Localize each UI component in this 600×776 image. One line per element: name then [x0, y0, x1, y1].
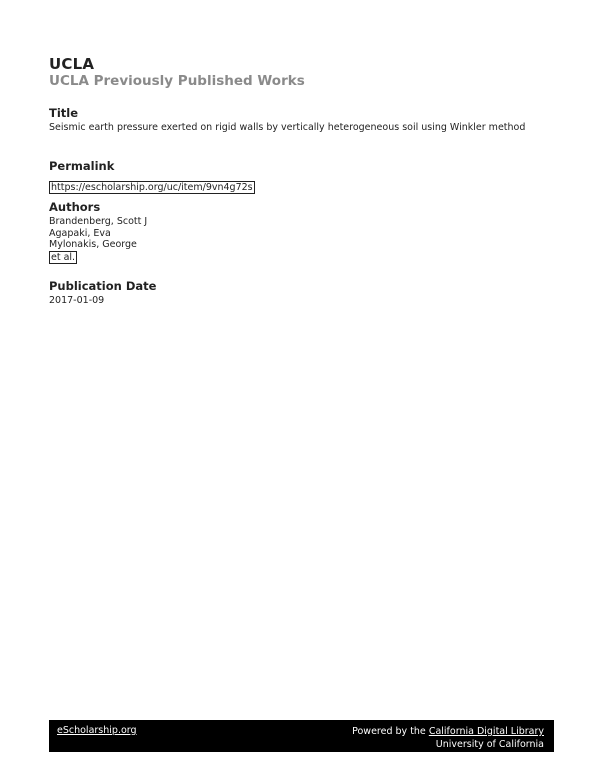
- title-section: [49, 106, 554, 134]
- university-name: University of California: [435, 739, 544, 750]
- footer-credits: [352, 725, 544, 751]
- powered-by-text: Powered by the: [352, 726, 429, 737]
- cdl-link[interactable]: California Digital Library: [428, 726, 544, 737]
- publication-date-section: [49, 279, 554, 307]
- series-name: UCLA Previously Published Works: [49, 73, 305, 89]
- publication-date-heading: Publication Date: [49, 279, 157, 293]
- authors-heading: Authors: [49, 200, 101, 214]
- permalink-link[interactable]: https://escholarship.org/uc/item/9vn4g72s: [51, 182, 253, 193]
- publication-date: 2017-01-09: [49, 295, 105, 306]
- permalink-section: [49, 159, 554, 194]
- title-heading: Title: [49, 106, 79, 120]
- paper-title: Seismic earth pressure exerted on rigid walls by vertically heterogeneous soil using Winkler method: [49, 122, 526, 133]
- author-name: Brandenberg, Scott J: [49, 216, 148, 227]
- et-al-link[interactable]: et al.: [51, 251, 76, 263]
- author-name: Agapaki, Eva: [49, 227, 111, 239]
- permalink-heading: Permalink: [49, 159, 115, 173]
- author-name: Mylonakis, George: [49, 239, 137, 250]
- institution-name: UCLA: [49, 55, 95, 73]
- authors-section: [49, 200, 554, 264]
- footer-bar: [49, 720, 554, 752]
- escholarship-link[interactable]: eScholarship.org: [57, 725, 137, 736]
